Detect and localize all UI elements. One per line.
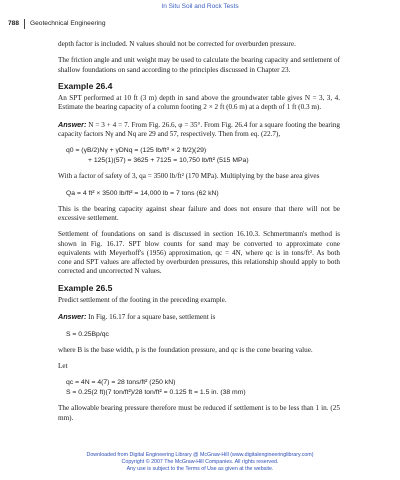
page-header [8,20,400,30]
running-head: In Situ Soil and Rock Tests [161,3,239,10]
page-number: 788 [8,20,20,27]
equation-line: + 125(1)(57) = 3625 + 7125 = 10,750 lb/ft² (515 MPa) [88,157,249,165]
equation-line: q0 = (γB/2)Nγ + γDNq = (125 lb/ft³ × 2 ft/2)(29) [66,147,207,155]
paragraph-shear-failure: This is the bearing capacity against shear failure and does not ensure that there will not be excessive settlement. [58,204,340,222]
page-body [58,40,340,430]
example-26-4-answer [58,120,340,140]
equation-cone-bearing [66,378,340,398]
book-title: Geotechnical Engineering [30,20,106,27]
example-26-5-answer [58,312,340,322]
paragraph-friction-angle: The friction angle and unit weight may be used to calculate the bearing capacity and settlement of shallow foundations on sand according to the principles discussed in Chapter 23. [58,56,340,74]
download-notice-link[interactable]: Downloaded from Digital Engineering Library @ McGraw-Hill (www.digitalengineeringlibrary.com) [86,452,314,458]
paragraph-allowable-pressure: The allowable bearing pressure therefore must be reduced if settlement is to be less than 1 in. (25 mm). [58,404,340,422]
answer-label: Answer: [58,312,87,322]
paragraph-where: where B is the base width, p is the foundation pressure, and qc is the cone bearing value. [58,345,313,354]
example-26-4-statement: An SPT performed at 10 ft (3 m) depth in sand above the groundwater table gives N = 3, 3, 4. Estimate the bearing capacity of a column footing 2 × 2 ft (0.6 m) at a depth of 1 ft (0.3 m). [58,94,340,112]
paragraph-settlement: Settlement of foundations on sand is discussed in section 16.10.3. Schmertmann's method is shown in Fig. 16.17. SPT blow counts for sand may be converted to approximate cone equivalents with Meyerhoff's (1956) approximation, qc = 4N, where qc is in tons/ft². As both cone and SPT values are affected by overburden pressures, this relationship should apply to both corrected and uncorrected N values. [58,230,340,276]
example-26-5-statement: Predict settlement of the footing in the preceding example. [58,296,227,305]
answer-label: Answer: [58,119,87,129]
example-26-4-answer-text: N = 3 + 4 = 7. From Fig. 26.6, φ = 35°. From Fig. 26.4 for a square footing the bearing capacity factors Nγ and Nq are 29 and 57, respectively. Then from eq. (22.7), [58,120,341,139]
paragraph-overburden: depth factor is included. N values should not be corrected for overburden pressure. [58,40,296,48]
equation-line: qc = 4N = 4(7) = 28 tons/ft² (250 kN) [66,379,176,387]
equation-bearing-capacity [66,146,340,166]
paragraph-let: Let [58,361,68,370]
copyright-notice: Copyright © 2007 The McGraw-Hill Companies. All rights reserved. [121,459,279,466]
terms-of-use-link[interactable]: Any use is subject to the Terms of Use as given at the website. [126,466,274,473]
example-26-4-heading: Example 26.4 [58,80,113,91]
equation-allowable-load: Qa = 4 ft² × 3500 lb/ft² = 14,000 lb = 7 tons (62 kN) [66,189,219,197]
example-26-5-answer-text: In Fig. 16.17 for a square base, settlement is [88,313,216,322]
header-divider [24,19,25,29]
equation-line: S = 0.25(2 ft)(7 ton/ft²)/28 ton/ft² = 0.125 ft = 1.5 in. (38 mm) [66,389,246,397]
equation-settlement: S = 0.25Bp/qc [66,330,109,338]
paragraph-factor-of-safety: With a factor of safety of 3, qa = 3500 lb/ft² (170 MPa). Multiplying by the base area gives [58,172,320,181]
page-footer [0,452,400,474]
example-26-5-heading: Example 26.5 [58,282,113,293]
